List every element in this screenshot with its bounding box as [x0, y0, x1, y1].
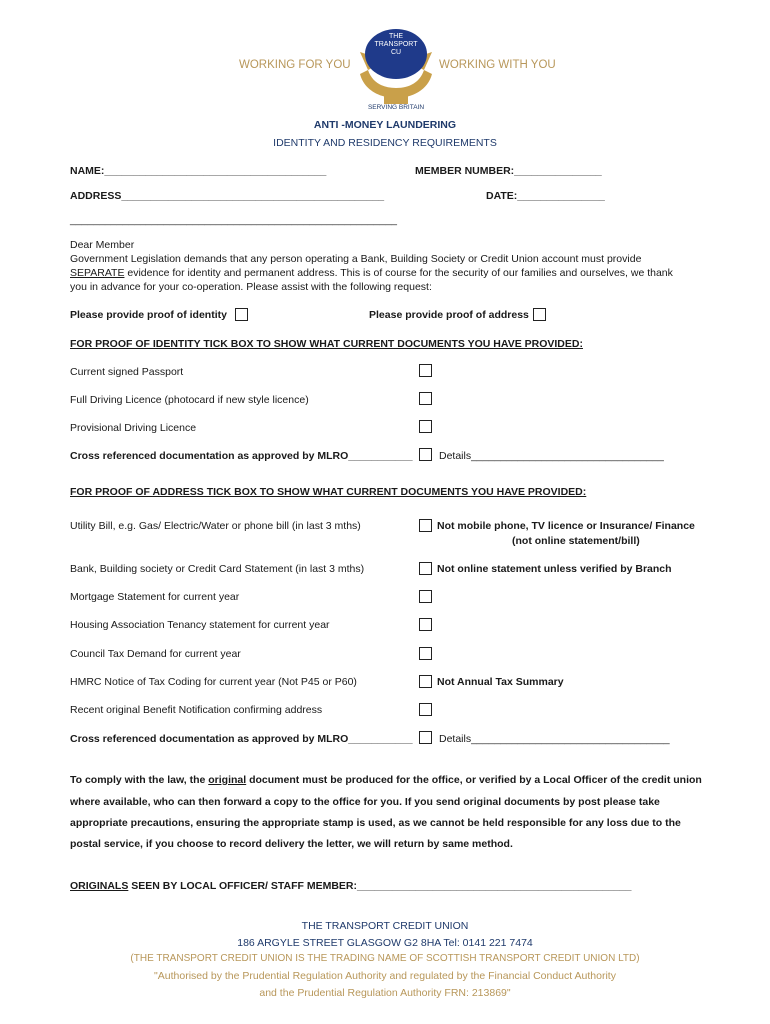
intro-line-3: you in advance for your co-operation. Please assist with the following request: [70, 281, 432, 293]
hmrc-note: Not Annual Tax Summary [437, 676, 564, 688]
originals-seen-field[interactable] [70, 880, 631, 892]
address-section-heading: FOR PROOF OF ADDRESS TICK BOX TO SHOW WHAT CURRENT DOCUMENTS YOU HAVE PROVIDED: [70, 486, 587, 498]
address-item-benefit-notification: Recent original Benefit Notification confirming address [70, 704, 323, 716]
address-details-field[interactable]: Details__________________________________ [439, 733, 670, 745]
address-request-label: Please provide proof of address [369, 309, 529, 321]
identity-section-heading: FOR PROOF OF IDENTITY TICK BOX TO SHOW WHAT CURRENT DOCUMENTS YOU HAVE PROVIDED: [70, 338, 583, 350]
driving-licence-checkbox[interactable] [419, 392, 432, 405]
identity-cross-ref-checkbox[interactable] [419, 448, 432, 461]
originals-rest: SEEN BY LOCAL OFFICER/ STAFF MEMBER:_______________________________________________ [128, 880, 632, 892]
address-cross-ref-label: Cross referenced documentation as approved by MLRO___________ [70, 733, 413, 745]
hmrc-checkbox[interactable] [419, 675, 432, 688]
identity-request-label: Please provide proof of identity [70, 309, 227, 321]
identity-item-provisional-licence: Provisional Driving Licence [70, 422, 197, 434]
mortgage-checkbox[interactable] [419, 590, 432, 603]
separate-emphasis: SEPARATE [70, 267, 125, 279]
provisional-licence-checkbox[interactable] [419, 420, 432, 433]
intro-line-1: Government Legislation demands that any person operating a Bank, Building Society or Credit Union account must provide [70, 253, 642, 265]
address-item-utility-bill: Utility Bill, e.g. Gas/ Electric/Water or phone bill (in last 3 mths) [70, 520, 361, 532]
logo [354, 24, 438, 114]
footer-authorisation-1: "Authorised by the Prudential Regulation Authority and regulated by the Financial Conduct Authority [154, 970, 616, 982]
logo-text-1: THE [389, 33, 403, 40]
address-item-hmrc: HMRC Notice of Tax Coding for current year (Not P45 or P60) [70, 676, 357, 688]
name-field[interactable]: NAME:______________________________________ [70, 165, 327, 177]
compliance-line-1-b: document must be produced for the office, or verified by a Local Officer of the credit union [246, 774, 702, 786]
passport-checkbox[interactable] [419, 364, 432, 377]
logo-text-2: TRANSPORT [374, 41, 418, 48]
address-line-2-field[interactable]: ________________________________________________________ [70, 214, 398, 226]
address-field[interactable]: ADDRESS_____________________________________________ [70, 190, 385, 202]
address-request-checkbox[interactable] [533, 308, 546, 321]
footer-org-name: THE TRANSPORT CREDIT UNION [301, 920, 469, 932]
address-item-housing-association: Housing Association Tenancy statement for current year [70, 619, 330, 631]
utility-bill-checkbox[interactable] [419, 519, 432, 532]
document-subtitle: IDENTITY AND RESIDENCY REQUIREMENTS [273, 137, 497, 149]
bank-statement-note: Not online statement unless verified by Branch [437, 563, 672, 575]
identity-item-driving-licence: Full Driving Licence (photocard if new style licence) [70, 394, 309, 406]
council-tax-checkbox[interactable] [419, 647, 432, 660]
compliance-line-2: where available, who can then forward a copy to the office for you. If you send original documents by post please take [70, 796, 660, 808]
identity-details-field[interactable]: Details_________________________________ [439, 450, 664, 462]
benefit-notification-checkbox[interactable] [419, 703, 432, 716]
compliance-line-4: postal service, if you choose to record delivery the letter, we will return by same method. [70, 838, 513, 850]
footer-address: 186 ARGYLE STREET GLASGOW G2 8HA Tel: 0141 221 7474 [237, 937, 533, 949]
bank-statement-checkbox[interactable] [419, 562, 432, 575]
utility-bill-note-2: (not online statement/bill) [512, 535, 640, 547]
housing-association-checkbox[interactable] [419, 618, 432, 631]
identity-request-checkbox[interactable] [235, 308, 248, 321]
intro-line-2-rest: evidence for identity and permanent address. This is of course for the security of our families and ourselves, we thank [124, 267, 673, 279]
left-slogan: WORKING FOR YOU [239, 59, 351, 71]
original-emphasis: original [208, 774, 247, 786]
member-number-field[interactable]: MEMBER NUMBER:_______________ [415, 165, 602, 177]
intro-line-2 [70, 266, 673, 281]
address-item-bank-statement: Bank, Building society or Credit Card Statement (in last 3 mths) [70, 563, 365, 575]
right-slogan: WORKING WITH YOU [439, 59, 556, 71]
originals-emphasis: ORIGINALS [70, 880, 129, 892]
address-item-mortgage: Mortgage Statement for current year [70, 591, 240, 603]
logo-text-3: CU [390, 49, 402, 56]
utility-bill-note: Not mobile phone, TV licence or Insurance/ Finance [437, 520, 695, 532]
greeting: Dear Member [70, 239, 135, 251]
compliance-line-1-a: To comply with the law, the [70, 774, 209, 786]
footer-authorisation-2: and the Prudential Regulation Authority FRN: 213869" [259, 987, 511, 999]
logo-tagline: SERVING BRITAIN [367, 104, 425, 111]
footer-trading-name: (THE TRANSPORT CREDIT UNION IS THE TRADING NAME OF SCOTTISH TRANSPORT CREDIT UNION LTD) [130, 953, 640, 964]
identity-item-passport: Current signed Passport [70, 366, 184, 378]
identity-cross-ref-label: Cross referenced documentation as approved by MLRO___________ [70, 450, 413, 462]
compliance-line-1 [70, 774, 702, 786]
address-cross-ref-checkbox[interactable] [419, 731, 432, 744]
document-title: ANTI -MONEY LAUNDERING [313, 119, 457, 131]
compliance-line-3: appropriate precautions, ensuring the appropriate stamp is used, as we cannot be held responsible for any loss due to the [70, 817, 681, 829]
address-item-council-tax: Council Tax Demand for current year [70, 648, 241, 660]
date-field[interactable]: DATE:_______________ [486, 190, 605, 202]
